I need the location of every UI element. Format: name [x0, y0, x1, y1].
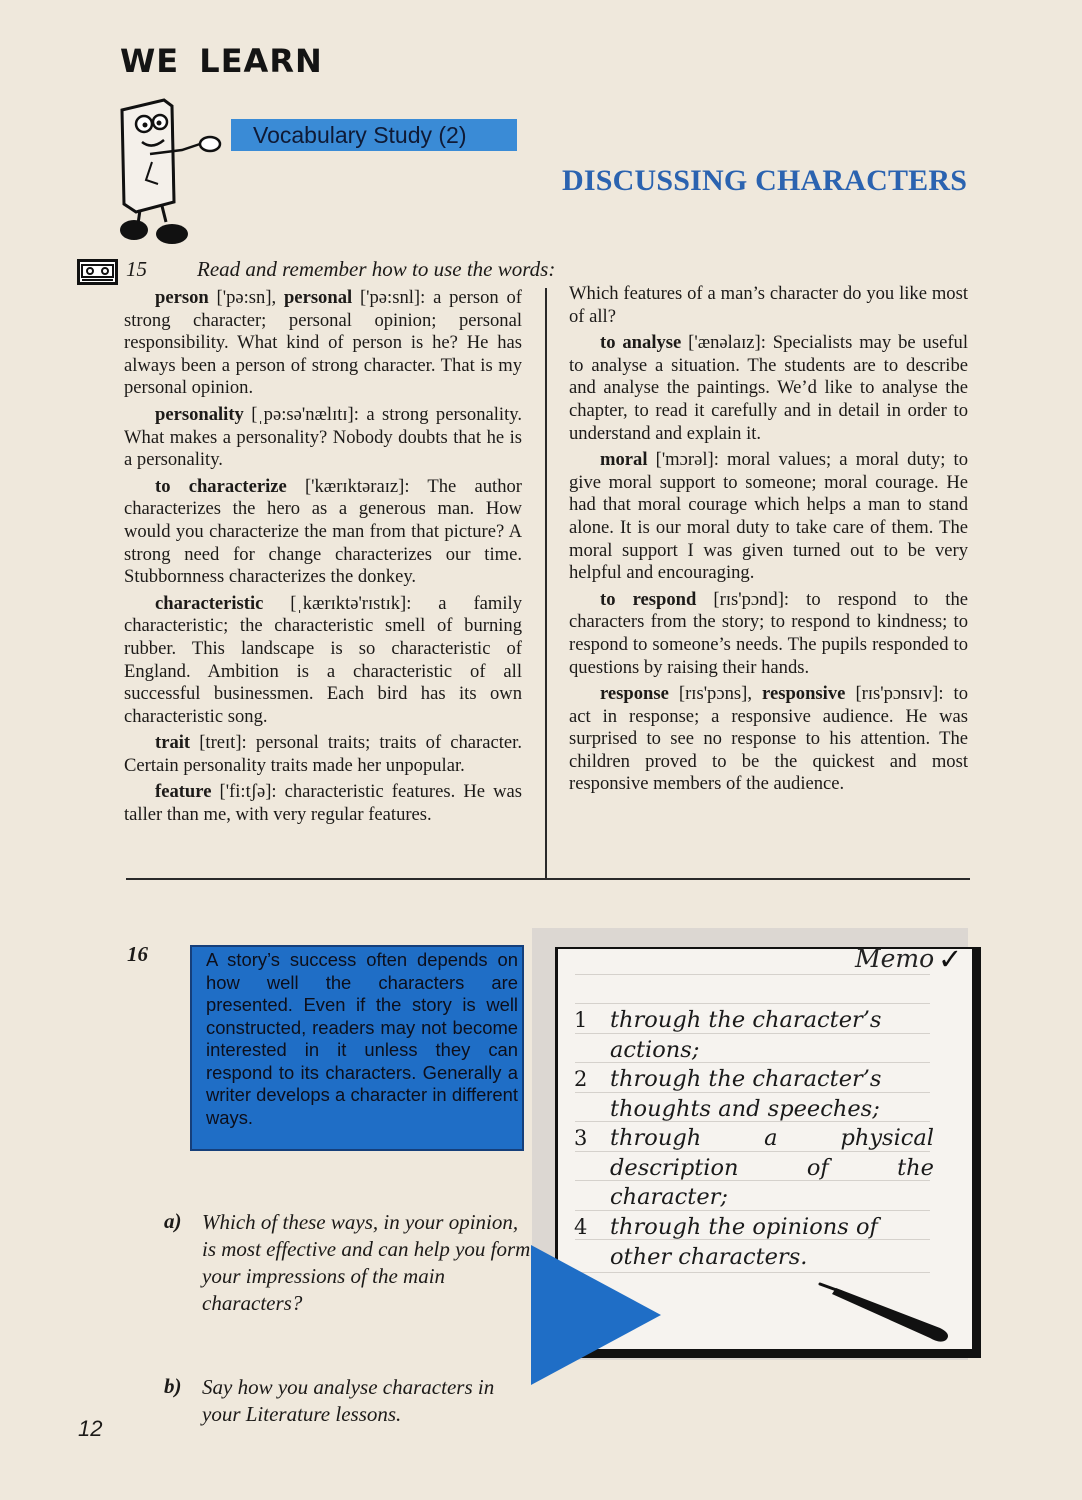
pen-icon [818, 1282, 958, 1346]
memo-item: 1 through the character’s actions; [574, 1007, 882, 1063]
story-info-box: A story’s success often depends on how well the characters are presented. Even if the story is well constructed, readers may not become interested in it unless they can respond to its characters. Generally a writer develops a character in different ways. [190, 945, 524, 1151]
pointer-triangle [531, 1245, 663, 1387]
page-number: 12 [78, 1416, 103, 1441]
question-b-label: b) [164, 1374, 182, 1398]
checkmark-icon: ✓ [938, 944, 963, 976]
entry-to-characterize: to characterize ['kærɪktəraɪz]: The author characterizes the hero as a generous man. How would you characterize the man from that picture? A strong need for change characterizes our time. Stubbornness characterizes the donkey. [124, 475, 522, 588]
entry-personality: personality [ˌpə:sə'nælɪtɪ]: a strong personality. What makes a personality? Nobody doubts that he is a personality. [124, 403, 522, 471]
column-divider [545, 288, 547, 878]
memo-item: 3 through a physical description of the character; [574, 1125, 934, 1210]
question-a-label: a) [164, 1209, 182, 1233]
entry-response: response [rɪs'pɔns], responsive [rɪs'pɔnsɪv]: to act in response; a responsive audience. He was surprised to see no response to his attention. The children proved to be the quickest and most responsive members of the audience. [569, 683, 969, 795]
vocabulary-study-badge: Vocabulary Study (2) [231, 119, 517, 151]
exercise-15-instruction: Read and remember how to use the words: [197, 257, 556, 281]
entry-trait: trait [treɪt]: personal traits; traits of character. Certain personality traits made her unpopular. [124, 732, 522, 776]
entry-characteristic: characteristic [ˌkærɪktə'rɪstɪk]: a family characteristic; the characteristic smell of burning rubber. This landscape is so characteristic of England. Ambition is a characteristic of all successful businessmen. Each bird has its own characteristic song. [124, 592, 522, 727]
memo-item: 2 through the character’s thoughts and speeches; [574, 1066, 882, 1122]
header-title: WE LEARN [120, 42, 323, 80]
vocabulary-right-column [569, 283, 968, 800]
exercise-15-number: 15 [126, 257, 147, 281]
memo-item: 4 through the opinions of other characters. [574, 1214, 878, 1270]
entry-feature: feature ['fi:tʃə]: characteristic features. He was taller than me, with very regular features. [124, 781, 522, 826]
memo-rule [575, 1003, 930, 1004]
question-b: Say how you analyse characters in your Literature lessons. [202, 1375, 495, 1426]
memo-title: Memo [855, 944, 935, 973]
book-mascot-icon [112, 92, 232, 252]
vocabulary-left-column [124, 287, 522, 831]
memo-rule [575, 974, 930, 975]
right-intro-question: Which features of a man’s character do you like most of all? [569, 283, 968, 327]
entry-moral: moral ['mɔrəl]: moral values; a moral duty; to give moral support to someone; moral courage. He had that moral courage which helps a man to stand alone. It is our moral duty to take care of them. The moral support I was given turned out to be very helpful and encouraging. [569, 449, 969, 584]
section-divider [126, 878, 970, 880]
cassette-tape-icon [77, 259, 118, 285]
section-title: DISCUSSING CHARACTERS [562, 164, 968, 197]
exercise-16-number: 16 [127, 942, 148, 966]
entry-person: person ['pə:sn], personal ['pə:snl]: a person of strong character; personal opinion; personal responsibility. What kind of person is he? He has always been a person of strong character. That is my personal opinion. [124, 287, 522, 399]
entry-to-analyse: to analyse ['ænəlaɪz]: Specialists may be useful to analyse a situation. The students are to describe and analyse the paintings. We’d like to analyse the chapter, to read it carefully and in detail in order to understand and explain it. [569, 332, 968, 444]
entry-to-respond: to respond [rɪs'pɔnd]: to respond to the characters from the story; to respond to kindness; to respond to someone’s needs. The pupils responded to questions by raising their hands. [569, 588, 968, 678]
question-a: Which of these ways, in your opinion, is most effective and can help you form your impressions of the main characters? [202, 1210, 531, 1315]
